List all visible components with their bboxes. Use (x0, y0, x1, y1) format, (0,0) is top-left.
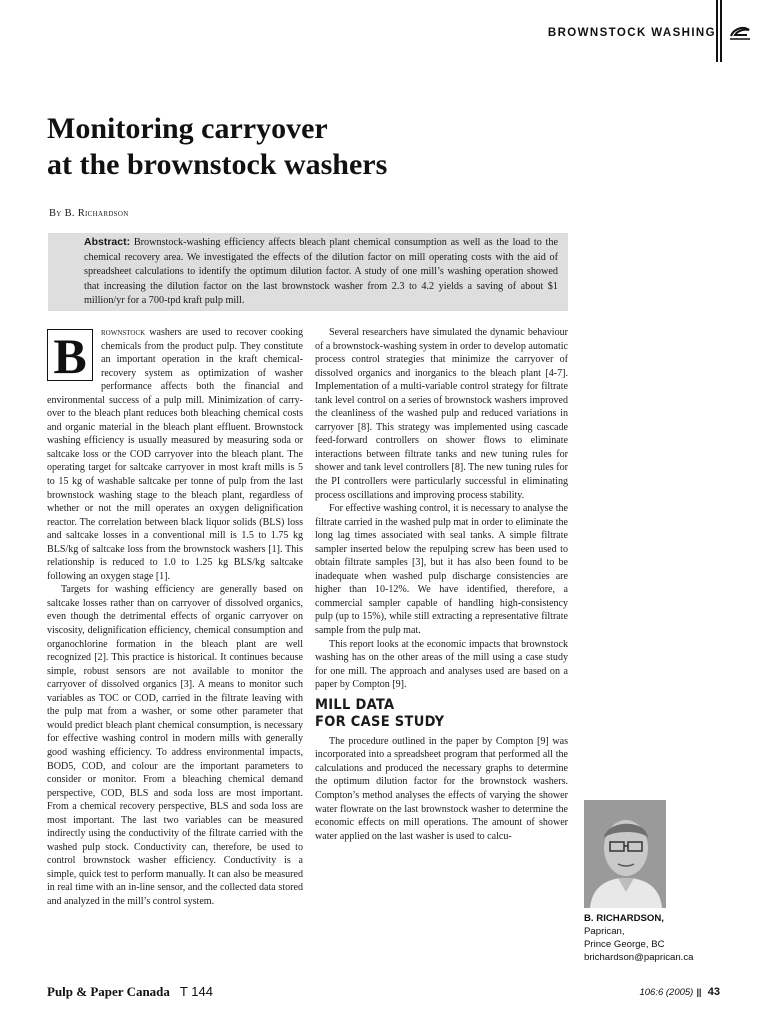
footer-separator-icon: ||| (696, 987, 701, 998)
author-email[interactable]: brichardson@paprican.ca (584, 952, 694, 963)
byline: By B. Richardson (49, 208, 129, 219)
folio: T 144 (179, 984, 213, 999)
body-paragraph-5: This report looks at the economic impacts that brownstock washing has on the other areas of the mill using a case study for one mill. The approach and analyses used are based on a paper by Compton [9]. (315, 638, 568, 691)
section-heading-line-2: FOR CASE STUDY (315, 713, 445, 730)
footer-journal (47, 984, 213, 1000)
footer-issue (639, 986, 720, 998)
author-org: Paprican, (584, 926, 625, 937)
header-rules (716, 0, 724, 62)
body-column-2 (315, 326, 568, 999)
page-number: 43 (707, 986, 720, 998)
title-line-2: at the brownstock washers (47, 148, 388, 181)
body-column-1 (47, 326, 303, 1001)
paragraph-1-text: washers are used to recover cooking chemicals from the product pulp. They constitute an important operation in the kraft chemical-recovery system as optimization of washer performance affects both the financial and environmental success of a pulp mill. Minimization of carry-over to the bleach plant reduces both bleaching chemical costs and organic material in the bleach plant effluent. Brownstock washing efficiency is usually measured by measuring soda or saltcake loss or the COD carryover into the bleach plant. The operating target for saltcake carryover in most kraft mills is 5 to 15 kg of washable saltcake per tonne of pulp from the last brownstock washing stage to the bleach plant, regardless of whether or not the mill operates an oxygen delignification reactor. The correlation between black liquor solids (BLS) loss and saltcake losses in a conventional mill is 1.5 to 1.75 kg BLS/kg of saltcake loss from the brownstock washers [1]. This relationship is reduced to 1.0 to 1.25 kg BLS/kg saltcake following an oxygen stage [1]. (47, 327, 303, 582)
abstract-paragraph (48, 235, 568, 309)
body-paragraph-4: For effective washing control, it is necessary to analyse the filtrate carried in the washed pulp mat in order to eliminate the long lag times associated with seal tanks. A simple filtrate sampler inserted below the repulping screw has been used to obtain filtrate samples [3], but it has also been found to be inadequate when washed pulp discharge consistencies are higher than 10-12%. We have identified, therefore, a commercial sampler capable of handling high-consistency pulp (up to 15%), while still extracting a representative filtrate sample from the pulp mat. (315, 503, 568, 637)
abstract-text: Brownstock-washing efficiency affects bleach plant chemical consumption as well as the load to the chemical recovery area. We investigated the effects of the dilution factor on mill operating costs with the aid of spreadsheet calculations to identify the optimum dilution factor. A study of one mill’s washing operation showed that increasing the dilution factor on the last brownstock washer from 2.3 to 4.2 yields a saving of about $1 million/yr for a 700-tpd kraft pulp mill. (84, 237, 558, 307)
body-paragraph-2: Targets for washing efficiency are generally based on saltcake losses rather than on carryover of dissolved organics, even though the detrimental effects of organic carryover on viscosity, delignification efficiency, chemical consumption and organochlorine formation in the bleach plant are well recognized [2]. This practice is historical. It continues because simple, robust sensors are not available to monitor the carryover of dissolved organics [3]. A means to monitor such variables as TOC or COD, carried in the filtrate leaving with the pulp mat from a washer, or some other parameter that would predict bleach plant chemical consumption, is necessary for effective washing control in modern mills with generally good washing efficiency. To address environmental impacts, BOD5, COD, and colour are the important parameters to consider or monitor. From a bleaching chemical demand perspective, COD, BLS and soda loss are most important. From a chemical recovery perspective, BLS and soda loss are most important. The last two variables can be measured indirectly using the conductivity of the filtrate carried with the washed pulp stock. Conductivity can, therefore, be used to control brownstock washer efficiency. Conductivity is a simple, quick test to perform manually. It can also be measured in real time with an in-line sensor, and the collected data stored and analyzed in the mill’s control system. (47, 584, 303, 907)
author-photo (584, 800, 666, 908)
journal-logo-icon (728, 22, 752, 44)
abstract-label: Abstract: (84, 236, 131, 248)
journal-name: Pulp & Paper Canada (47, 984, 170, 999)
author-name: B. RICHARDSON, (584, 913, 664, 924)
article-title (47, 111, 647, 183)
body-paragraph-6: The procedure outlined in the paper by Compton [9] was incorporated into a spreadsheet program that performed all the calculations and produced the necessary graphs to determine the optimum dilution factor for the brownstock washers. Compton’s method analyses the effects of varying the shower water flowrate on the last brownstock washer to determine the economic effects on mill operations. The amount of shower water applied on the last washer is used to calcu- (315, 735, 568, 842)
title-line-1: Monitoring carryover (47, 112, 328, 145)
author-location: Prince George, BC (584, 939, 665, 950)
running-header: BROWNSTOCK WASHING (547, 27, 716, 39)
section-heading (315, 697, 568, 731)
lead-smallcaps: rownstock (101, 327, 146, 338)
body-paragraph-1 (47, 326, 303, 583)
section-heading-line-1: MILL DATA (315, 696, 395, 713)
body-paragraph-3: Several researchers have simulated the dynamic behaviour of a brownstock-washing system in order to develop automatic process control strategies that minimize the carryover of dissolved organics and inorganics to the bleach plant [4-7]. Implementation of a multi-variable control strategy for filtrate tank level control on a series of brownstock washers improved the cleanliness of the washed pulp and reduced variations in carryover [8]. This strategy was implemented using cascade feed-forward controllers on shower flows to eliminate interactions between filtrate tanks and new tuning rules for shower and tank level controllers [8]. The new tuning rules for the PI controllers were particularly successful in eliminating process oscillations and improving process stability. (315, 327, 568, 501)
issue-number: 106:6 (2005) (639, 987, 694, 998)
abstract-box (48, 233, 568, 311)
author-caption (584, 912, 734, 964)
drop-cap: B (47, 329, 93, 381)
